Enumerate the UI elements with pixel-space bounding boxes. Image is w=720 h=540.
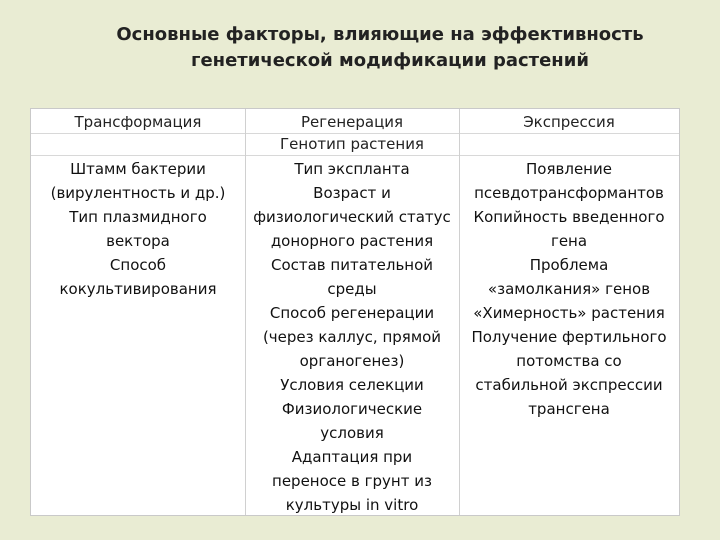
cell-line: донорного растения	[270, 232, 434, 250]
cell-line: Появление	[526, 160, 612, 178]
slide-title	[0, 22, 720, 74]
cell-line: стабильной экспрессии	[475, 376, 663, 394]
cell-line: псевдотрансформантов	[474, 184, 664, 202]
header-regeneration: Регенерация	[300, 113, 404, 131]
cell-line: переносе в грунт из	[272, 472, 432, 490]
header-expression: Экспрессия	[523, 113, 615, 131]
shared-row	[31, 133, 679, 156]
cell-line: Копийность введенного	[473, 208, 665, 226]
cell-line: трансгена	[528, 400, 610, 418]
cell-line: Проблема	[529, 256, 609, 274]
cell-line: (через каллус, прямой	[262, 328, 442, 346]
cell-line: физиологический статус	[253, 208, 451, 226]
cell-line: культуры in vitro	[285, 496, 419, 514]
cell-line: кокультивирования	[59, 280, 217, 298]
cell-line: Получение фертильного	[471, 328, 667, 346]
cell-line: (вирулентность и др.)	[50, 184, 226, 202]
cell-line: Физиологические	[281, 400, 423, 418]
cell-line: Условия селекции	[280, 376, 424, 394]
column-regeneration	[245, 157, 459, 517]
cell-line: Способ регенерации	[269, 304, 435, 322]
cell-line: органогенез)	[299, 352, 405, 370]
title-line-1: Основные факторы, влияющие на эффективность	[116, 24, 644, 45]
column-transformation	[31, 157, 245, 301]
header-row	[31, 109, 679, 134]
factors-table	[30, 108, 680, 516]
cell-line: гена	[550, 232, 588, 250]
cell-line: Возраст и	[313, 184, 391, 202]
title-line-2: генетической модификации растений	[191, 50, 589, 71]
cell-line: вектора	[106, 232, 170, 250]
cell-line: Состав питательной	[270, 256, 434, 274]
cell-line: Тип экспланта	[294, 160, 410, 178]
cell-line: Штамм бактерии	[70, 160, 206, 178]
cell-line: Адаптация при	[291, 448, 413, 466]
cell-line: Тип плазмидного	[69, 208, 207, 226]
cell-line: среды	[327, 280, 377, 298]
header-transformation: Трансформация	[74, 113, 202, 131]
cell-line: Способ	[109, 256, 167, 274]
cell-line: «Химерность» растения	[473, 304, 665, 322]
cell-line: потомства со	[516, 352, 622, 370]
cell-line: «замолкания» генов	[487, 280, 651, 298]
cell-line: условия	[320, 424, 384, 442]
column-expression	[459, 157, 679, 421]
shared-row-genotype: Генотип растения	[280, 135, 424, 153]
